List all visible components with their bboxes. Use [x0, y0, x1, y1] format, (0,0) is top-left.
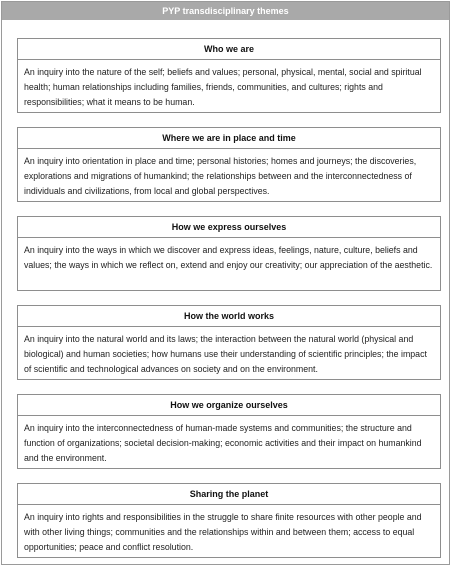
theme-title: Who we are	[18, 39, 440, 60]
theme-title: How the world works	[18, 306, 440, 327]
theme-title: How we express ourselves	[18, 217, 440, 238]
theme-card-how-the-world-works	[17, 305, 441, 380]
theme-card-who-we-are	[17, 38, 441, 113]
theme-card-where-we-are	[17, 127, 441, 202]
theme-description: An inquiry into the interconnectedness of human-made systems and communities; the structure and function of organizations; societal decision-making; economic activities and their impact on humankind and the environment.	[24, 423, 422, 463]
themes-document	[1, 1, 450, 565]
theme-description: An inquiry into the natural world and its laws; the interaction between the natural world (physical and biological) and human societies; how humans use their understanding of scientific principles; the impact of scientific and technological advances on society and on the environment.	[24, 334, 427, 374]
theme-title: How we organize ourselves	[18, 395, 440, 416]
document-header: PYP transdisciplinary themes	[2, 2, 449, 20]
theme-card-sharing-the-planet	[17, 483, 441, 558]
theme-title: Sharing the planet	[18, 484, 440, 505]
theme-description: An inquiry into the ways in which we discover and express ideas, feelings, nature, culture, beliefs and values; the ways in which we reflect on, extend and enjoy our creativity; our appreciation of the aesthetic.	[24, 245, 433, 270]
theme-description: An inquiry into the nature of the self; beliefs and values; personal, physical, mental, social and spiritual health; human relationships including families, friends, communities, and cultures; rights and responsibilities; what it means to be human.	[24, 67, 422, 107]
theme-card-how-we-express-ourselves	[17, 216, 441, 291]
theme-title: Where we are in place and time	[18, 128, 440, 149]
themes-list	[17, 38, 441, 572]
theme-description: An inquiry into rights and responsibilities in the struggle to share finite resources with other people and with other living things; communities and the relationships within and between them; access to equal opportunities; peace and conflict resolution.	[24, 512, 422, 552]
theme-card-how-we-organize-ourselves	[17, 394, 441, 469]
theme-description: An inquiry into orientation in place and time; personal histories; homes and journeys; the discoveries, explorations and migrations of humankind; the relationships between and the interconnectedness of individuals and civilizations, from local and global perspectives.	[24, 156, 417, 196]
